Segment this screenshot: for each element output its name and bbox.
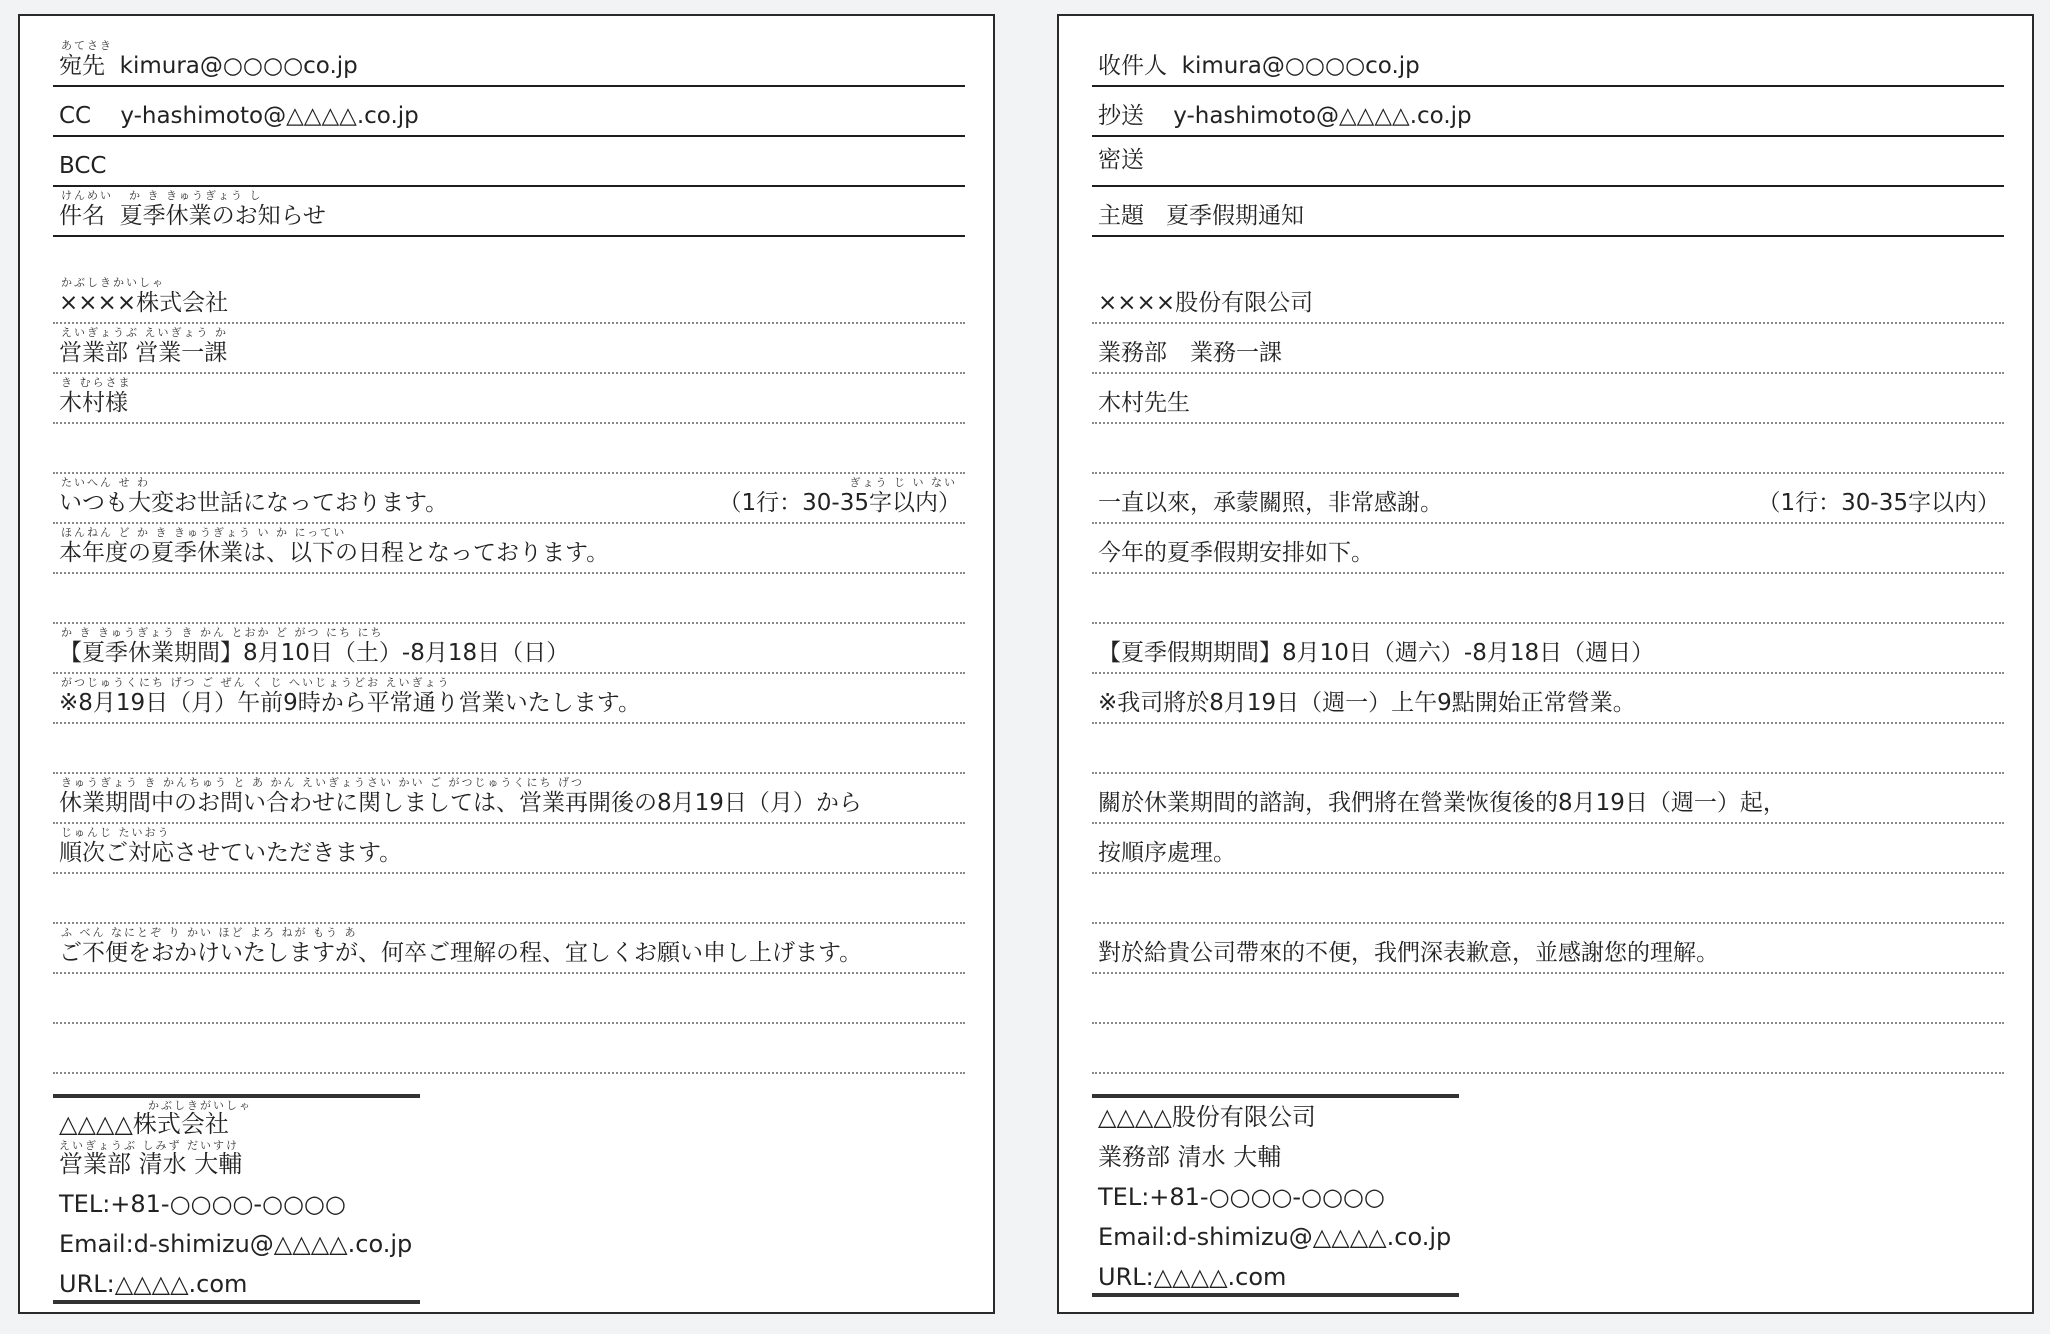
cc-field-text	[59, 103, 419, 131]
ruby-text: ふ べん なにとぞ り かい ほど よろ ねが もう あ	[61, 926, 358, 939]
body-line	[1092, 774, 2004, 824]
signature-line: 業務部 清水 大輔	[1098, 1143, 1282, 1171]
body-line	[53, 524, 965, 574]
ruby-text: かぶしきかいしゃ	[61, 276, 165, 289]
signature-divider	[1092, 1293, 1459, 1297]
body-line-text: ××××株式会社	[59, 290, 229, 317]
body-line-text: 木村様	[59, 390, 128, 417]
ruby-text: きゅうぎょう き かんちゅう と あ かん えいぎょうさい かい ご がつじゅうくにち げつ	[61, 776, 584, 789]
signature-divider	[1092, 1094, 1459, 1098]
signature-line: △△△△股份有限公司	[1098, 1103, 1316, 1131]
ruby-text: じゅんじ たいおう	[61, 826, 171, 839]
char-limit-note: （1行：30-35字以内）	[1757, 490, 2000, 517]
body-line	[1092, 624, 2004, 674]
subject-label: 件名	[59, 203, 105, 230]
cc-field	[1092, 87, 2004, 137]
body-line	[53, 674, 965, 724]
body-line-text: ご不便をおかけいたしますが、何卒ご理解の程、宜しくお願い申し上げます。	[59, 940, 863, 967]
body-line-text: 本年度の夏季休業は、以下の日程となっております。	[59, 540, 610, 567]
signature-line: URL:△△△△.com	[1098, 1263, 1287, 1291]
blank-line	[53, 724, 965, 774]
ruby-text: たいへん せ わ	[61, 476, 150, 489]
blank-line	[1092, 574, 2004, 624]
cc-value: y-hashimoto@△△△△.co.jp	[120, 103, 419, 130]
subject-field-text	[1098, 203, 1304, 231]
body-line	[53, 324, 965, 374]
body-line	[1092, 474, 2004, 524]
signature-line: Email:d-shimizu@△△△△.co.jp	[59, 1230, 413, 1258]
body-line	[53, 824, 965, 874]
subject-field-text	[59, 203, 326, 231]
body-line-text: ※我司將於8月19日（週一）上午9點開始正常營業。	[1098, 690, 1636, 717]
blank-line	[1092, 724, 2004, 774]
body-line	[1092, 524, 2004, 574]
blank-line	[53, 1024, 965, 1074]
blank-line	[1092, 1024, 2004, 1074]
bcc-field-text	[59, 153, 121, 181]
cc-value: y-hashimoto@△△△△.co.jp	[1173, 103, 1472, 130]
body-line-text: いつも大変お世話になっております。	[59, 490, 449, 517]
body-line	[1092, 324, 2004, 374]
subject-value: 夏季假期通知	[1165, 203, 1304, 230]
to-label: 宛先	[59, 53, 105, 80]
body-line-text: 営業部 営業一課	[59, 340, 228, 367]
blank-line	[53, 574, 965, 624]
signature-line: TEL:+81-○○○○-○○○○	[1098, 1183, 1385, 1211]
body-line-text: 【夏季休業期間】8月10日（土）-8月18日（日）	[59, 640, 570, 667]
to-field-text	[59, 53, 358, 81]
blank-line	[1092, 874, 2004, 924]
ruby-text: か き きゅうぎょう き かん とおか ど がつ にち にち	[61, 626, 384, 639]
body-line	[53, 774, 965, 824]
body-line	[53, 474, 965, 524]
to-value: kimura@○○○○co.jp	[119, 53, 358, 80]
ruby-text: ぎょう じ い ない	[849, 476, 957, 489]
signature-line: Email:d-shimizu@△△△△.co.jp	[1098, 1223, 1452, 1251]
to-value: kimura@○○○○co.jp	[1181, 53, 1420, 80]
body-line-text: 業務部 業務一課	[1098, 340, 1282, 367]
bcc-field	[53, 137, 965, 187]
email-form-japanese	[18, 14, 995, 1314]
to-label: 收件人	[1098, 53, 1167, 80]
to-field	[53, 37, 965, 87]
body-line	[1092, 924, 2004, 974]
ruby-text: かぶしきがいしゃ	[148, 1099, 252, 1112]
body-line-text: 一直以來，承蒙關照，非常感謝。	[1098, 490, 1443, 517]
to-field-text	[1098, 53, 1420, 81]
signature-divider	[53, 1300, 420, 1304]
signature-line: 営業部 清水 大輔	[59, 1150, 243, 1178]
ruby-text: か き きゅうぎょう し	[129, 189, 263, 202]
body-line	[53, 374, 965, 424]
subject-field	[53, 187, 965, 237]
body-line	[53, 274, 965, 324]
blank-line	[53, 424, 965, 474]
cc-label: 抄送	[1098, 103, 1144, 130]
subject-field	[1092, 187, 2004, 237]
body-line-text: 關於休業期間的諮詢，我們將在營業恢復後的8月19日（週一）起，	[1098, 790, 1786, 817]
body-line-text: 對於給貴公司帶來的不便，我們深表歉意，並感謝您的理解。	[1098, 940, 1719, 967]
blank-line	[53, 974, 965, 1024]
signature-line: URL:△△△△.com	[59, 1270, 248, 1298]
body-line-text: 今年的夏季假期安排如下。	[1098, 540, 1374, 567]
cc-label: CC	[59, 103, 92, 130]
ruby-text: き むらさま	[61, 376, 132, 389]
body-line	[53, 924, 965, 974]
email-form-chinese	[1057, 14, 2034, 1314]
subject-label: 主題	[1098, 203, 1144, 230]
body-line	[1092, 274, 2004, 324]
to-field	[1092, 37, 2004, 87]
char-limit-note: （1行：30-35字以内）	[718, 490, 961, 517]
ruby-text: がつじゅうくにち げつ ご ぜん く じ へいじょうどお えいぎょう	[61, 676, 451, 689]
body-line-text: 木村先生	[1098, 390, 1190, 417]
bcc-field	[1092, 137, 2004, 187]
signature-line: △△△△株式会社	[59, 1110, 229, 1138]
body-line	[1092, 674, 2004, 724]
body-line-text: ××××股份有限公司	[1098, 290, 1314, 317]
ruby-text: あてさき	[61, 39, 113, 52]
blank-line	[53, 874, 965, 924]
body-line	[1092, 374, 2004, 424]
body-line-text: ※8月19日（月）午前9時から平常通り営業いたします。	[59, 690, 641, 717]
cc-field-text	[1098, 103, 1472, 131]
body-line-text: 按順序處理。	[1098, 840, 1236, 867]
bcc-label: BCC	[59, 153, 107, 180]
blank-line	[1092, 974, 2004, 1024]
signature-line: TEL:+81-○○○○-○○○○	[59, 1190, 346, 1218]
bcc-field-text	[1098, 147, 1159, 175]
ruby-text: ほんねん ど か き きゅうぎょう い か にってい	[61, 526, 347, 539]
subject-value: 夏季休業のお知らせ	[119, 203, 326, 230]
body-line	[1092, 824, 2004, 874]
body-line-text: 順次ご対応させていただきます。	[59, 840, 403, 867]
blank-line	[1092, 424, 2004, 474]
bcc-label: 密送	[1098, 147, 1144, 174]
body-line-text: 【夏季假期期間】8月10日（週六）-8月18日（週日）	[1098, 640, 1655, 667]
cc-field	[53, 87, 965, 137]
body-line	[53, 624, 965, 674]
ruby-text: けんめい	[61, 189, 113, 202]
ruby-text: えいぎょうぶ しみず だいすけ	[59, 1139, 239, 1152]
ruby-text: えいぎょうぶ えいぎょう か	[61, 326, 228, 339]
body-line-text: 休業期間中のお問い合わせに関しましては、営業再開後の8月19日（月）から	[59, 790, 862, 817]
